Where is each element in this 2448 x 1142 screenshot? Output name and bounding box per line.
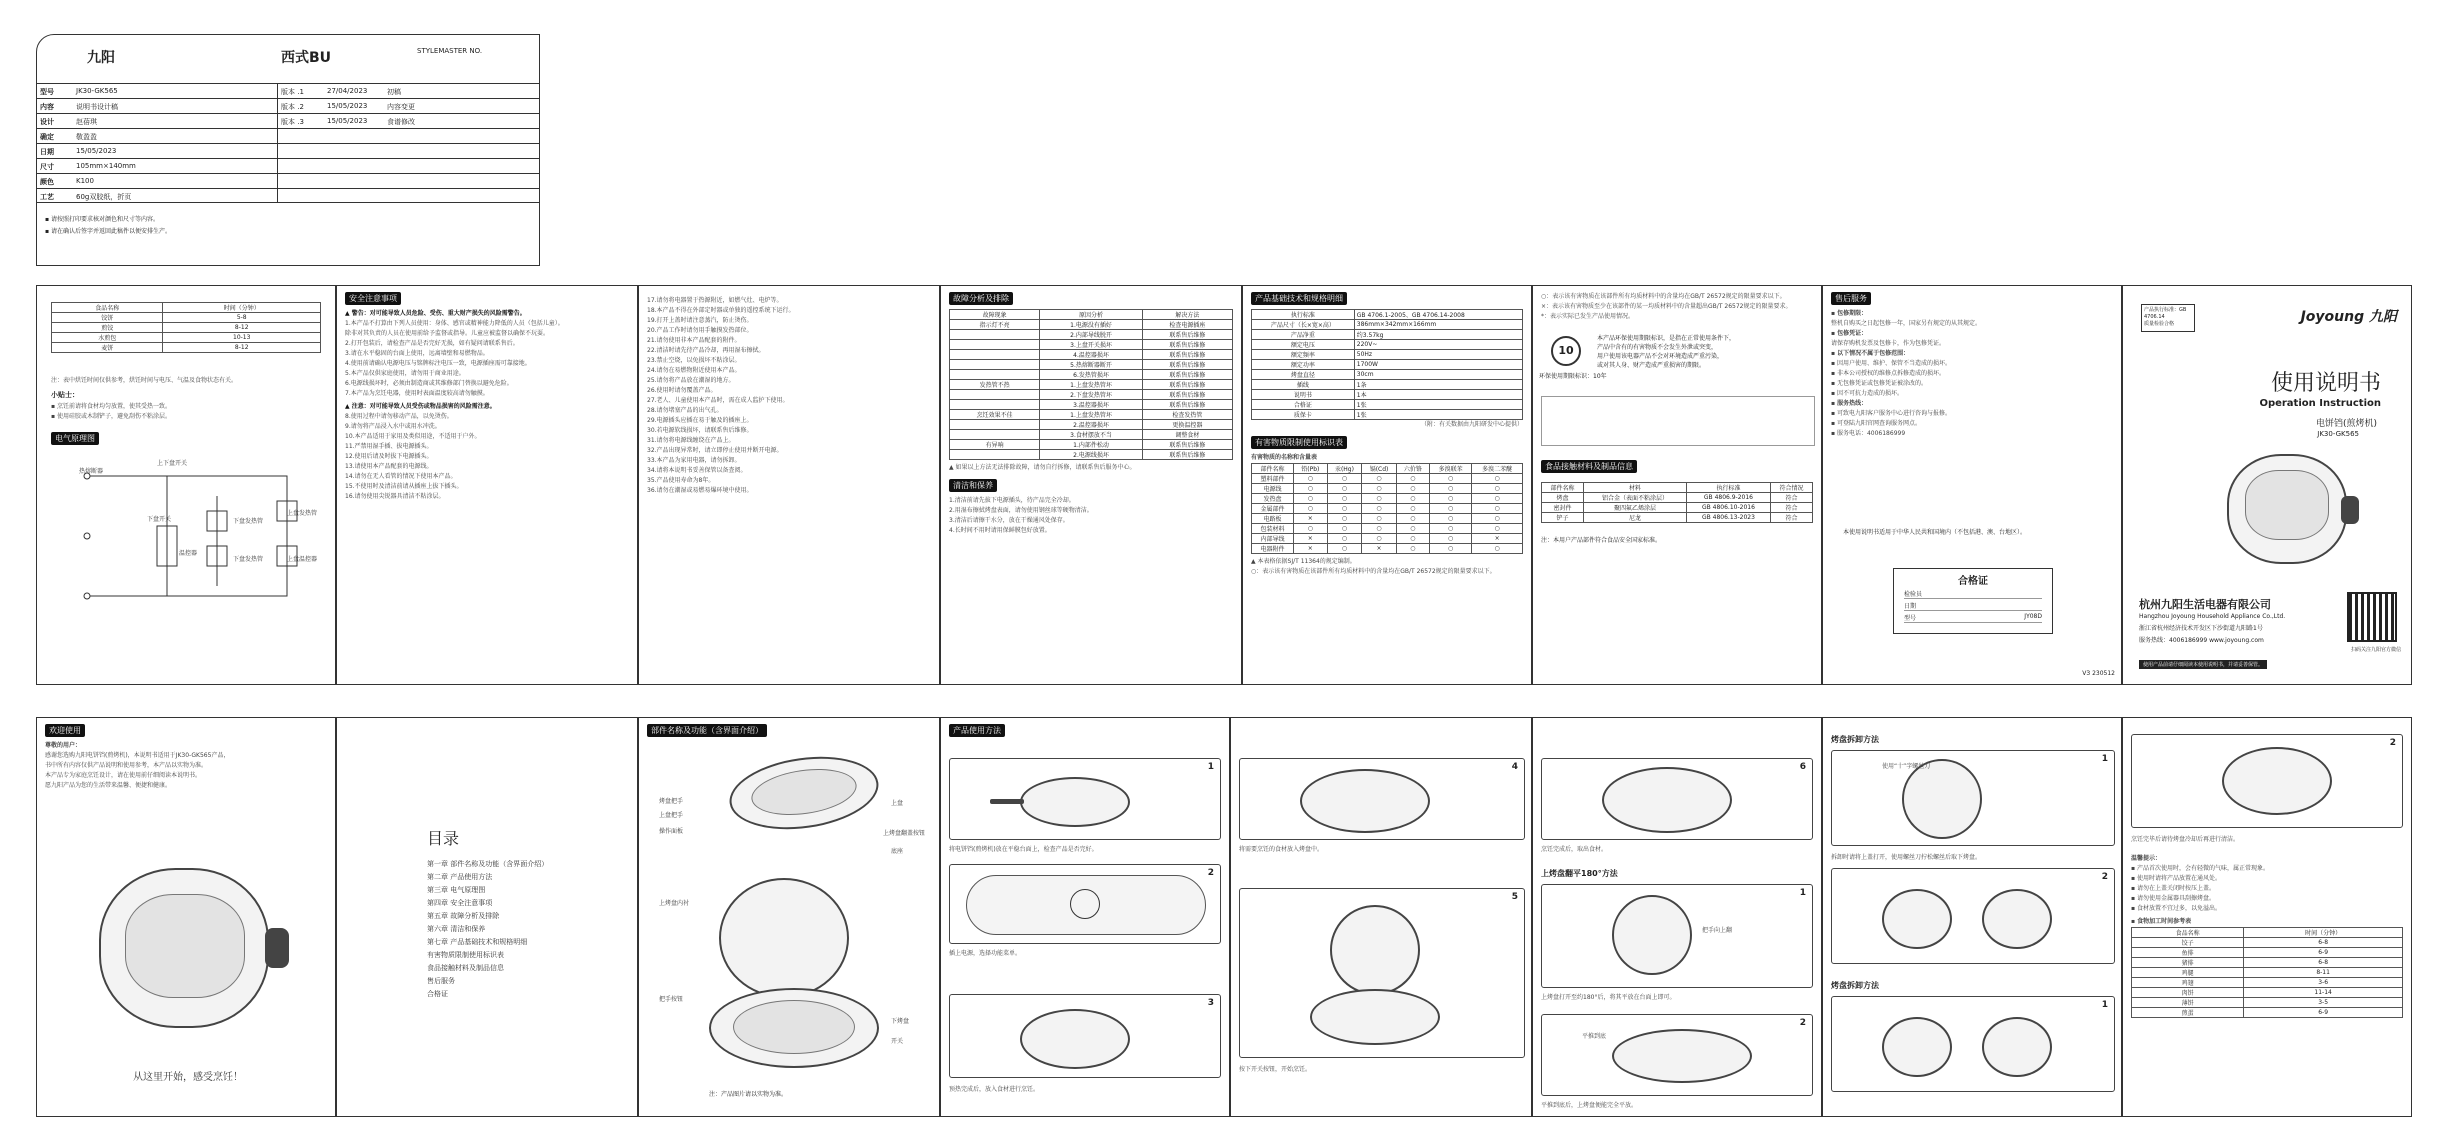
fault-header: 故障分析及排除 xyxy=(949,292,1013,305)
service-header: 售后服务 xyxy=(1831,292,1871,305)
company-name: 杭州九阳生活电器有限公司 xyxy=(2139,598,2271,611)
circuit-label: 温控器 xyxy=(179,550,198,557)
food-table: 部件名称 材料 执行标准 符合情况 烤盘 铝合金（表面不粘涂层） GB 4806.9-2016 符合 密封件 聚四氟乙烯涂层 GB 4806.10-2016 符合 铲子 尼龙 GB 4806.13-2023 符合 xyxy=(1541,482,1813,523)
circuit-label: 上盘温控器 xyxy=(287,556,318,563)
sheet-footnote-2: ▪ 请在确认后签字并返回此稿件以便安排生产。 xyxy=(45,228,171,235)
circuit-diagram xyxy=(57,456,327,606)
usage-figure-3: 3 xyxy=(949,994,1221,1078)
table-row: 饺子 6-8 xyxy=(2132,938,2403,948)
toc-item[interactable]: 食品接触材料及制品信息 xyxy=(427,964,504,972)
version-row: 版本 .1 27/04/2023 初稿 xyxy=(278,83,540,98)
warning-text: ▲ 警告：对可能导致人员危险、受伤、重大财产损失的风险需警告。 xyxy=(345,310,526,317)
table-row: 6.发热管损坏 联系售后维修 xyxy=(950,370,1233,380)
page-recipe: 2 烹饪完毕后请待烤盘冷却后再进行清洁。 温馨提示： ▪ 产品首次使用时，会有轻微的气味，属正常现象。 ▪ 使用时请将产品放置在通风处。 ▪ 请勿在上盖关闭时按压上盖。 ▪ 请勿使用金属器具刮擦烤盘。 ▪ 食材放置不宜过多，以免溢出。 ▪ 食物加工时间参考表 食品名称 时间（分钟） 饺子 6-8 鱼排 6-9 猪排 6-8 鸡腿 8-11 鸡翅 3-6 肉饼 11-14 薄饼 3-5 煎蛋 6-9 xyxy=(2122,717,2412,1117)
cover-model-cn: 电饼铛(煎烤机) xyxy=(2315,419,2377,429)
toc-item[interactable]: 第三章 电气原理图 xyxy=(427,886,486,894)
page-welcome: 欢迎使用 尊敬的用户： 感谢您选购九阳电饼铛(煎烤机)，本说明书适用于JK30-GK565产品， 书中所有内容仅供产品说明和使用参考，本产品以实物为准。 本产品专为家庭烹饪设计，请在使用前仔细阅读本说明书。 愿九阳产品为您的生活带来温馨、便捷和健康。 从这里开始，感受烹饪！ xyxy=(36,717,336,1117)
tips-title: 小贴士： xyxy=(51,391,79,399)
pan-title: 烤盘拆卸方法 xyxy=(1831,735,1879,744)
page-pan: 烤盘拆卸方法 1 使用“十”字螺丝刀 拆卸时请将上盖打开，使用螺丝刀拧松螺丝后取下烤盘。 2 烤盘拆卸方法 1 xyxy=(1822,717,2122,1117)
version-rows xyxy=(277,83,540,203)
table-row: 2.下盘发热管坏 联系售后维修 xyxy=(950,390,1233,400)
brand-logo: Joyoung 九阳 xyxy=(2300,309,2397,325)
table-row: 说明书 1本 xyxy=(1252,390,1523,400)
flip-title: 上烤盘翻平180°方法 xyxy=(1541,869,1618,878)
table-row: 3.上盘开关损坏 联系售后维修 xyxy=(950,340,1233,350)
food-header: 食品接触材料及制品信息 xyxy=(1541,460,1637,473)
table-row: 饺饼 5-8 xyxy=(52,313,321,323)
page-env: ○：表示该有害物质在该部件所有均质材料中的含量均在GB/T 26572规定的限量要求以下。 ×：表示该有害物质至少在该部件的某一均质材料中的含量超出GB/T 26572规定的限量要求。 *：表示实际已发生产品使用情况。 10 环保使用期限标识：10年 本产品环保使用期限标识，是指在正常使用条件下， 产品中含有的有害物质不会发生外泄或突变， 用户使用该电器产品不会对环境造成严重污染， 或对其人身、财产造成严重损害的期限。 食品接触材料及制品信息 部件名称 材料 执行标准 符合情况 烤盘 铝合金（表面不粘涂层） GB 4806.9-2016 符合 密封件 聚四氟乙烯涂层 GB 4806.10-2016 符合 铲子 尼龙 GB 4806.13-2023 符合 注：本用户产品部件符合食品安全国家标准。 xyxy=(1532,285,1822,685)
sheet-row: 工艺 60g双胶纸，折页 xyxy=(37,188,277,203)
sheet-row: 型号 JK30-GK565 xyxy=(37,83,277,98)
table-row: 鸡翅 3-6 xyxy=(2132,978,2403,988)
table-row: 合格证 1张 xyxy=(1252,400,1523,410)
spec-table xyxy=(1251,309,1523,420)
table-row: 电器附件 × ○ × ○ ○ ○ xyxy=(1252,544,1523,554)
table-row: 额定功率 1700W xyxy=(1252,360,1523,370)
usage-header: 产品使用方法 xyxy=(949,724,1005,737)
flip-figure-2: 2 平推到底 xyxy=(1541,1014,1813,1096)
style-sheet xyxy=(36,34,540,266)
caution-text: ▲ 注意：对可能导致人员受伤或物品损害的风险需注意。 xyxy=(345,403,496,410)
table-row: 指示灯不亮 1.电源没有插好 检查电源插座 xyxy=(950,320,1233,330)
page-parts: 部件名称及功能（含界面介绍） 烤盘把手 上盘把手 操作面板 上盘 上烤盘翻盖按钮 底座 上烤盘内衬 把手按钮 下烤盘 开关 注：产品图片请以实物为准。 xyxy=(638,717,940,1117)
table-row: 密封件 聚四氟乙烯涂层 GB 4806.10-2016 符合 xyxy=(1542,503,1813,513)
page-code: V3 230512 xyxy=(2082,670,2115,677)
sheet-footnote-1: ▪ 请按照打印要求核对颜色和尺寸等内容。 xyxy=(45,216,159,223)
cover-bottom-note: 使用产品前请仔细阅读本使用说明书，并请妥善保管。 xyxy=(2139,660,2267,669)
table-row: 金属部件 ○ ○ ○ ○ ○ ○ xyxy=(1252,504,1523,514)
slogan: 从这里开始，感受烹饪！ xyxy=(133,1072,243,1083)
usage-figure-4: 4 xyxy=(1239,758,1525,840)
time-table: 食品名称 时间（分钟） 饺饼 5-8 煎饺 8-12 水煎包 10-13 麦饼 8-12 xyxy=(51,302,321,353)
fault-table: 故障现象 原因分析 解决方法 指示灯不亮 1.电源没有插好 检查电源插座 2.内部导线脱开 联系售后维修 3.上盘开关损坏 联系售后维修 4.温控器损坏 联系售后维修 5.热熔断器断开 联系售后维修 6.发热管损坏 联系售后维修 发热管不热 1.上盘发热管坏 联系售后维修 2.下盘发热管坏 联系售后维修 3.温控器损坏 联系售后维修 烹饪效果不佳 1.上盘发热管坏 检查发热管 2.温控器损坏 更换温控器 3.食材摆放不当 调整食材 有异响 1.内部件松动 联系售后维修 2.电源线损坏 联系售后维修 xyxy=(949,309,1233,460)
circuit-label: 下盘发热管 xyxy=(233,518,264,525)
circuit-label: 上盘发热管 xyxy=(287,510,318,517)
table-row: 包装材料 ○ ○ ○ ○ ○ ○ xyxy=(1252,524,1523,534)
table-row: 质保卡 1张 xyxy=(1252,410,1523,420)
parts-header: 部件名称及功能（含界面介绍） xyxy=(647,724,767,737)
toc-item[interactable]: 有害物质限制使用标识表 xyxy=(427,951,504,959)
table-row: 发热管不热 1.上盘发热管坏 联系售后维修 xyxy=(950,380,1233,390)
table-row: 产品尺寸（长×宽×高） 386mm×342mm×166mm xyxy=(1252,320,1523,330)
table-row: 塑料部件 ○ ○ ○ ○ ○ ○ xyxy=(1252,474,1523,484)
cert-title: 合格证 xyxy=(1958,576,1988,587)
table-row: 肉饼 11-14 xyxy=(2132,988,2403,998)
table-row: 5.热熔断器断开 联系售后维修 xyxy=(950,360,1233,370)
cover-title-en: Operation Instruction xyxy=(2259,398,2381,409)
time-note: 注：表中烘饪时间仅供参考，烘饪时间与电压、气温及食物状态有关。 xyxy=(51,377,238,384)
version-row: 版本 .3 15/05/2023 食谱修改 xyxy=(278,113,540,128)
env-10-icon: 10 xyxy=(1551,336,1581,366)
env-label: 环保使用期限标识：10年 xyxy=(1539,373,1607,380)
sheet-row: 尺寸 105mm×140mm xyxy=(37,158,277,173)
table-row: 薄饼 3-5 xyxy=(2132,998,2403,1008)
hazard-title: 有害物质的名称和含量表 xyxy=(1251,454,1318,461)
hazard-header: 有害物质限制使用标识表 xyxy=(1251,436,1347,449)
table-row: 鸡腿 8-11 xyxy=(2132,968,2403,978)
sheet-row: 确定 敬盈盈 xyxy=(37,128,277,143)
table-row: 2.温控器损坏 更换温控器 xyxy=(950,420,1233,430)
table-row: 煎蛋 6-9 xyxy=(2132,1008,2403,1018)
table-row: 执行标准 GB 4706.1-2005、GB 4706.14-2008 xyxy=(1252,310,1523,320)
table-row: 烤盘 铝合金（表面不粘涂层） GB 4806.9-2016 符合 xyxy=(1542,493,1813,503)
sheet-row: 内容 说明书设计稿 xyxy=(37,98,277,113)
cover-page: 产品执行标准：GB 4706.14 质量检验合格 Joyoung 九阳 使用说明书 Operation Instruction 电饼铛(煎烤机) JK30-GK565 杭州九阳生活电器有限公司 Hangzhou Joyoung Household Appliance Co.,Ltd. 浙江省杭州经济技术开发区下沙街道九阳路1号 服务热线：4006186999 www.joyoung.com 扫码关注九阳官方微信 使用产品前请仔细阅读本使用说明书，并请妥善保管。 xyxy=(2122,285,2412,685)
spec-note: （附：有关数据由九阳研发中心提供） xyxy=(1420,421,1523,428)
sheet-row: 颜色 K100 xyxy=(37,173,277,188)
circuit-label: 热熔断器 xyxy=(79,468,104,475)
table-row: 鱼排 6-9 xyxy=(2132,948,2403,958)
circuit-label: 下盘发热管 xyxy=(233,556,264,563)
welcome-header: 欢迎使用 xyxy=(45,724,85,737)
table-row: 煎饺 8-12 xyxy=(52,323,321,333)
table-row: 4.温控器损坏 联系售后维修 xyxy=(950,350,1233,360)
brand-left: 九阳 xyxy=(87,50,115,66)
pan-figure-2: 2 xyxy=(1831,868,2115,964)
table-row: 额定频率 50Hz xyxy=(1252,350,1523,360)
table-row: 电源线 ○ ○ ○ ○ ○ ○ xyxy=(1252,484,1523,494)
table-row: 猪排 6-8 xyxy=(2132,958,2403,968)
sheet-row: 日期 15/05/2023 xyxy=(37,143,277,158)
spec-header: 产品基础技术和规格明细 xyxy=(1251,292,1347,305)
recipe-table: 食品名称 时间（分钟） 饺子 6-8 鱼排 6-9 猪排 6-8 鸡腿 8-11 鸡翅 3-6 肉饼 11-14 薄饼 3-5 煎蛋 6-9 xyxy=(2131,927,2403,1018)
table-row: 内部导线 × ○ ○ ○ ○ × xyxy=(1252,534,1523,544)
sheet-row: 设计 赵蓓琪 xyxy=(37,113,277,128)
pan-figure-3: 1 xyxy=(1831,996,2115,1092)
page-safety: 安全注意事项 ▲ 警告：对可能导致人员危险、受伤、重大财产损失的风险需警告。 1.本产品不打算由下列人员使用：身体、感官或精神能力降低的人员（包括儿童）。 除非对其负责的人员在使用前给予监督或指导。儿童应被监督以确保不玩耍。 2.打开包装后，请检查产品是否完好无损，如有疑问请联系售后。 3.请在水平稳固的台面上使用，远离墙壁和易燃物品。 4.使用前请确认电源电压与铭牌标注电压一致，电源插座需可靠接地。 5.本产品仅供家庭使用，请勿用于商业用途。 6.电源线损坏时，必须由制造商或其维修部门替换以避免危险。 7.本产品为烹饪电器，使用时表面温度较高请勿触摸。 ▲ 注意：对可能导致人员受伤或物品损害的风险需注意。 8.使用过程中请勿移动产品，以免烫伤。 9.请勿将产品浸入水中或用水冲洗。 10.本产品适用于家用及类似用途，不适用于户外。 11.严禁用湿手插、拔电源插头。 12.使用后请及时拔下电源插头。 13.请使用本产品配套的电源线。 14.请勿在无人看管的情况下使用本产品。 15.不使用时及清洁前请从插座上拔下插头。 16.请勿使用尖锐器具清洁不粘涂层。 xyxy=(336,285,638,685)
page-troubleshooting: 故障分析及排除 故障现象 原因分析 解决方法 指示灯不亮 1.电源没有插好 检查电源插座 2.内部导线脱开 联系售后维修 3.上盘开关损坏 联系售后维修 4.温控器损坏 联系售后维修 5.热熔断器断开 联系售后维修 6.发热管损坏 联系售后维修 发热管不热 1.上盘发热管坏 联系售后维修 2.下盘发热管坏 联系售后维修 3.温控器损坏 联系售后维修 烹饪效果不佳 1.上盘发热管坏 检查发热管 2.温控器损坏 更换温控器 3.食材摆放不当 调整食材 有异响 1.内部件松动 联系售后维修 2.电源线损坏 联系售后维修 ▲ 如果以上方法无法排除故障，请勿自行拆修，请联系售后服务中心。 清洁和保养 1.清洁前请先拔下电源插头，待产品完全冷却。 2.用湿布擦拭烤盘表面，请勿使用钢丝球等硬物清洁。 3.清洁后请擦干水分，放在干燥通风处保存。 4.长时间不用时请用保鲜膜包好放置。 xyxy=(940,285,1242,685)
table-row: 烤盘直径 30cm xyxy=(1252,370,1523,380)
toc-item[interactable]: 第五章 故障分析及排除 xyxy=(427,912,500,920)
certificate-box: 合格证 检验员 日期 型号 JY08D xyxy=(1893,568,2053,634)
toc-item[interactable]: 第二章 产品使用方法 xyxy=(427,873,493,881)
table-row: 烹饪效果不佳 1.上盘发热管坏 检查发热管 xyxy=(950,410,1233,420)
toc-item[interactable]: 售后服务 xyxy=(427,977,455,985)
toc-title: 目录 xyxy=(427,829,460,848)
tip-2: ▪ 使用硅胶或木制铲子，避免刮伤不粘涂层。 xyxy=(51,413,171,420)
table-row: 发热盘 ○ ○ ○ ○ ○ ○ xyxy=(1252,494,1523,504)
page-usage-2: 4 将需要烹饪的食材放入烤盘中。 5 按下开关按钮，开始烹饪。 xyxy=(1230,717,1532,1117)
hazard-table: 部件名称 铅(Pb) 汞(Hg) 镉(Cd) 六价铬 多溴联苯 多溴二苯醚 塑料部件 ○ ○ ○ ○ ○ ○ 电源线 ○ ○ ○ ○ ○ ○ 发热盘 ○ ○ ○ ○ ○ ○ 金属部件 ○ ○ ○ ○ ○ ○ 电路板 × ○ ○ ○ ○ ○ 包装材料 ○ ○ ○ ○ ○ ○ 内部导线 × ○ ○ ○ ○ × 电器附件 × ○ × ○ ○ ○ xyxy=(1251,463,1523,554)
safety-header: 安全注意事项 xyxy=(345,292,401,305)
page-toc xyxy=(336,717,638,1117)
table-row: 插线 1条 xyxy=(1252,380,1523,390)
brand-right: 西式BU xyxy=(281,50,332,66)
circuit-label: 上下盘开关 xyxy=(157,460,188,467)
usage-figure-2: 2 xyxy=(949,864,1221,944)
page-specs: 产品基础技术和规格明细 执行标准 GB 4706.1-2005、GB 4706.14-2008 产品尺寸（长×宽×高） 386mm×342mm×166mm 产品净重 约3.57kg 额定电压 220V~ 额定频率 50Hz 额定功率 1700W 烤盘直径 30cm 插线 1条 说明书 1本 合格证 1张 质保卡 1张 （附：有关数据由九阳研发中心提供） 有害物质限制使用标识表 有害物质的名称和含量表 部件名称 铅(Pb) 汞(Hg) 镉(Cd) 六价铬 多溴联苯 多溴二苯醚 塑料部件 ○ ○ ○ ○ ○ ○ 电源线 ○ ○ ○ ○ ○ ○ 发热盘 ○ ○ ○ ○ ○ ○ 金属部件 ○ ○ ○ ○ ○ ○ 电路板 × ○ ○ ○ ○ ○ 包装材料 ○ ○ ○ ○ ○ ○ 内部导线 × ○ ○ ○ ○ × 电器附件 × ○ × ○ ○ ○ ▲ 本表格依据SJ/T 11364的规定编制。 ○：表示该有害物质在该部件所有均质材料中的含量均在GB/T 26572规定的限量要求以下。 xyxy=(1242,285,1532,685)
sheet-rows xyxy=(37,83,277,203)
fault-note: ▲ 如果以上方法无法排除故障，请勿自行拆修，请联系售后服务中心。 xyxy=(949,464,1136,471)
toc-item[interactable]: 第一章 部件名称及功能（含界面介绍） xyxy=(427,860,549,868)
page-circuit xyxy=(36,285,336,685)
usage-figure-6: 6 xyxy=(1541,758,1813,840)
table-row: 水煎包 10-13 xyxy=(52,333,321,343)
flip-figure-1: 1 把手向上翻 xyxy=(1541,884,1813,988)
version-row: 版本 .2 15/05/2023 内容变更 xyxy=(278,98,540,113)
table-row: 2.电源线损坏 联系售后维修 xyxy=(950,450,1233,460)
toc-item[interactable]: 合格证 xyxy=(427,990,448,998)
table-row: 麦饼 8-12 xyxy=(52,343,321,353)
usage-figure-5: 5 xyxy=(1239,888,1525,1058)
toc-item[interactable]: 第七章 产品基础技术和规格明细 xyxy=(427,938,528,946)
cover-title: 使用说明书 xyxy=(2270,371,2381,396)
clean-header: 清洁和保养 xyxy=(949,479,997,492)
page-safety-2: 17.请勿将电器置于热源附近，如燃气灶、电炉等。 18.本产品不得在外部定时器或单独的遥控系统下运行。 19.打开上盖时请注意蒸汽，防止烫伤。 20.产品工作时请勿用手触摸发热部位。 21.请勿使用非本产品配套的附件。 22.清洁时请先待产品冷却，再用湿布擦拭。 23.禁止空烧，以免损坏不粘涂层。 24.请勿在易燃物附近使用本产品。 25.请勿将产品放在潮湿的地方。 26.使用时请勿覆盖产品。 27.老人、儿童使用本产品时，需在成人监护下使用。 28.请勿堵塞产品的出气孔。 29.电源插头应插在易于触及的插座上。 30.若电源软线损坏，请联系售后维修。 31.请勿将电源线缠绕在产品上。 32.产品出现异常时，请立即停止使用并断开电源。 33.本产品为家用电器，请勿拆卸。 34.请将本说明书妥善保管以备查阅。 35.产品使用寿命为8年。 36.请勿在潮湿或易燃易爆环境中使用。 xyxy=(638,285,940,685)
page-usage-1: 产品使用方法 1 将电饼铛(煎烤机)放在平稳台面上，检查产品是否完好。 2 插上电源，选择功能菜单。 3 预热完成后，放入食材进行烹饪。 xyxy=(940,717,1230,1117)
toc-item[interactable]: 第六章 清洁和保养 xyxy=(427,925,486,933)
usage-figure-1: 1 xyxy=(949,758,1221,840)
table-row: 额定电压 220V~ xyxy=(1252,340,1523,350)
table-row: 铲子 尼龙 GB 4806.13-2023 符合 xyxy=(1542,513,1813,523)
circuit-label: 下盘开关 xyxy=(147,516,172,523)
circuit-header: 电气原理图 xyxy=(51,432,99,445)
table-row: 电路板 × ○ ○ ○ ○ ○ xyxy=(1252,514,1523,524)
pan-figure-1: 1 使用“十”字螺丝刀 xyxy=(1831,750,2115,846)
tip-1: ▪ 烹饪前请将食材均匀放置，使其受热一致。 xyxy=(51,403,171,410)
stylemaster-no: STYLEMASTER NO. xyxy=(417,47,483,55)
table-row: 产品净重 约3.57kg xyxy=(1252,330,1523,340)
recipe-figure: 2 xyxy=(2131,734,2403,828)
page-service: 售后服务 ▪ 包修期限： 整机自购买之日起包修一年，国家另有规定的从其规定。 ▪ 包修凭证： 请保存购机发票及包修卡，作为包修凭证。 ▪ 以下情况不属于包修范围： ▪ 因用户使用、维护、保管不当造成的损坏。 ▪ 非本公司授权的维修点拆修造成的损坏。 ▪ 无包修凭证或包修凭证被涂改的。 ▪ 因不可抗力造成的损坏。 ▪ 服务热线： ▪ 可致电九阳客户服务中心进行咨询与报修。 ▪ 可登陆九阳官网查询服务网点。 ▪ 服务电话：4006186999 本使用说明书适用于中华人民共和国境内（不包括港、澳、台地区）。 合格证 检验员 日期 型号 JY08D V3 230512 xyxy=(1822,285,2122,685)
table-row: 2.内部导线脱开 联系售后维修 xyxy=(950,330,1233,340)
table-row: 有异响 1.内部件松动 联系售后维修 xyxy=(950,440,1233,450)
page-flip: 6 烹饪完成后，取出食材。 上烤盘翻平180°方法 1 把手向上翻 上烤盘打开至约180°后，将其平放在台面上即可。 2 平推到底 平推到底后，上烤盘便能完全平放。 xyxy=(1532,717,1822,1117)
table-row: 3.温控器损坏 联系售后维修 xyxy=(950,400,1233,410)
toc-item[interactable]: 第四章 安全注意事项 xyxy=(427,899,493,907)
table-row: 3.食材摆放不当 调整食材 xyxy=(950,430,1233,440)
pan-title-2: 烤盘拆卸方法 xyxy=(1831,981,1879,990)
cover-model: JK30-GK565 xyxy=(2317,430,2359,438)
qr-code-icon xyxy=(2347,592,2397,642)
